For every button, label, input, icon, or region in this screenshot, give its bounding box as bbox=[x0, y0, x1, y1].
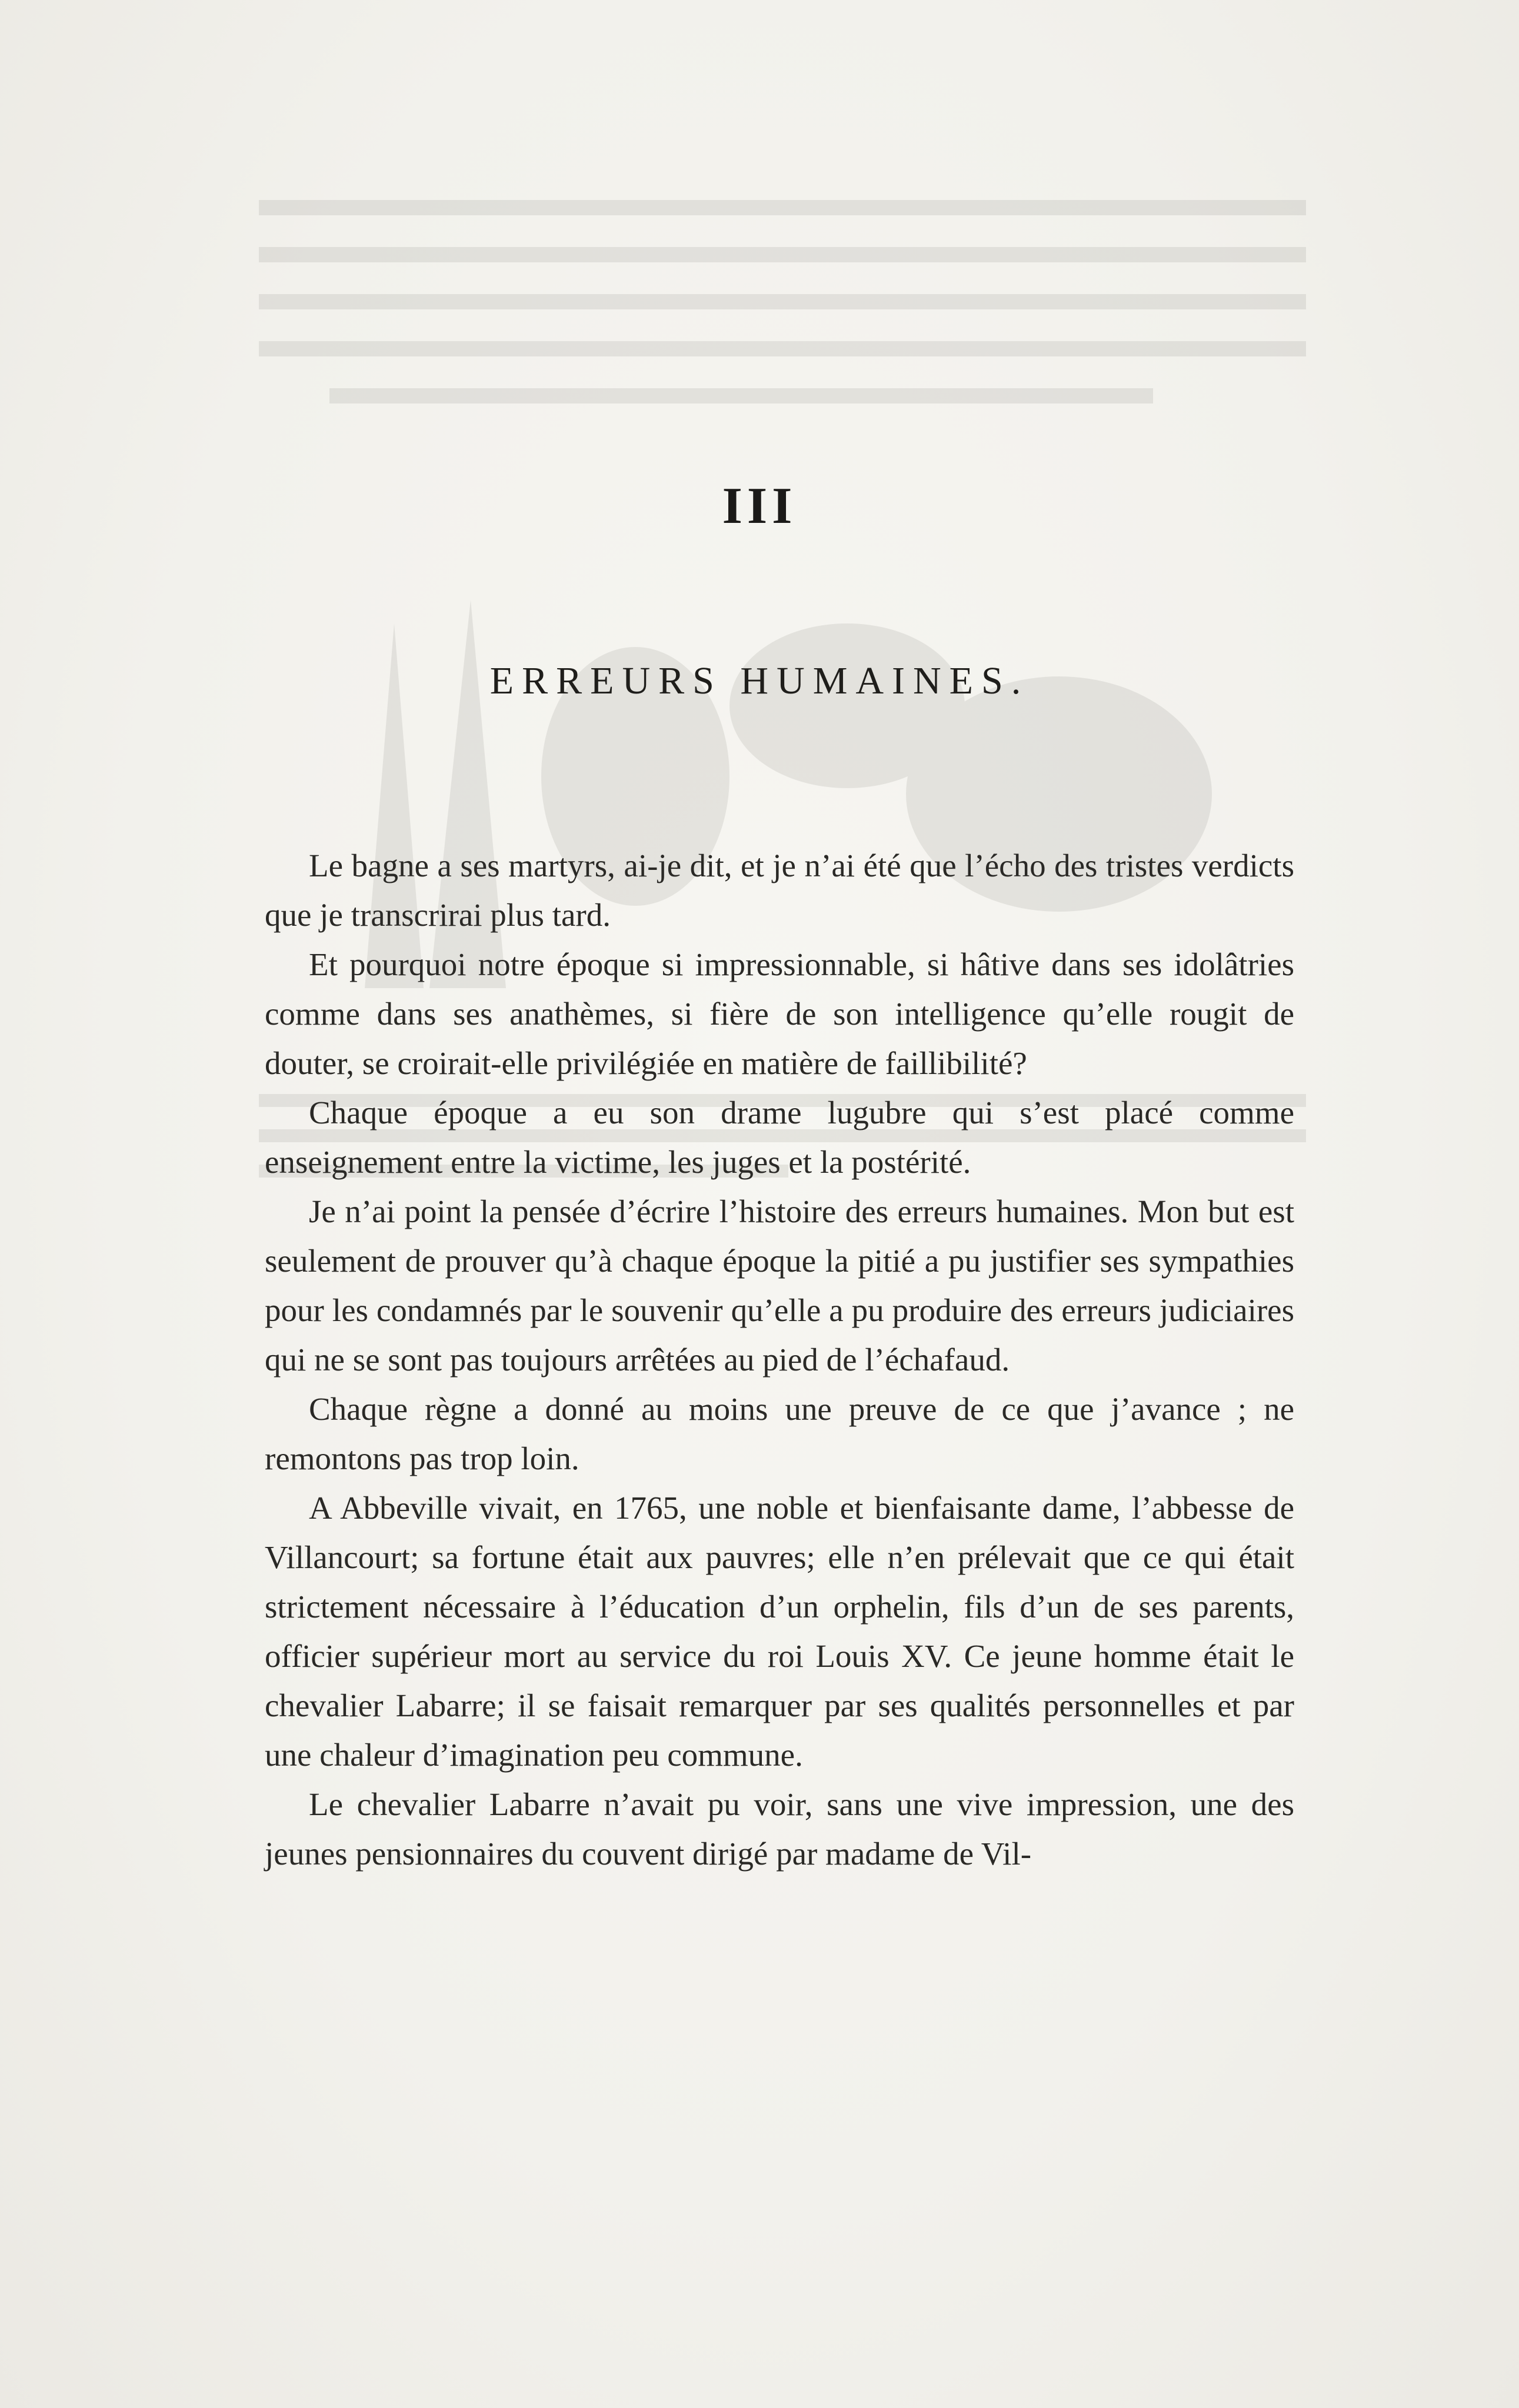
paragraph: Le bagne a ses martyrs, ai-je dit, et je n’ai été que l’écho des tristes verdicts que je transcrirai plus tard. bbox=[265, 848, 1294, 933]
chapter-title: ERREURS HUMAINES. bbox=[489, 659, 1030, 702]
chapter-body bbox=[265, 841, 1294, 1879]
paragraph: Chaque époque a eu son drame lugubre qui s’est placé comme enseignement entre la victime, les juges et la postérité. bbox=[265, 1095, 1294, 1180]
paragraph: Chaque règne a donné au moins une preuve de ce que j’avance ; ne remontons pas trop loin. bbox=[265, 1391, 1294, 1476]
paragraph: Et pourquoi notre époque si impressionnable, si hâtive dans ses idolâtries comme dans ses anathèmes, si fière de son intelligence qu’elle rougit de douter, se croirait-elle privilégiée en matière de faillibilité? bbox=[265, 946, 1294, 1081]
paragraph: A Abbeville vivait, en 1765, une noble et bienfaisante dame, l’abbesse de Villancourt; sa fortune était aux pauvres; elle n’en prélevait que ce qui était strictement nécessaire à l’éducation d’un orphelin, fils d’un de ses parents, officier supérieur mort au service du roi Louis XV. Ce jeune homme était le chevalier Labarre; il se faisait remarquer par ses qualités personnelles et par une chaleur d’imagination peu commune. bbox=[265, 1490, 1294, 1773]
paragraph: Je n’ai point la pensée d’écrire l’histoire des erreurs humaines. Mon but est seulement de prouver qu’à chaque époque la pitié a pu justifier ses sympathies pour les condamnés par le souvenir qu’elle a pu produire des erreurs judiciaires qui ne se sont pas toujours arrêtées au pied de l’échafaud. bbox=[265, 1193, 1294, 1378]
paragraph: Le chevalier Labarre n’avait pu voir, sans une vive impression, une des jeunes pensionnaires du couvent dirigé par madame de Vil- bbox=[265, 1786, 1294, 1872]
chapter-number: III bbox=[722, 478, 797, 535]
